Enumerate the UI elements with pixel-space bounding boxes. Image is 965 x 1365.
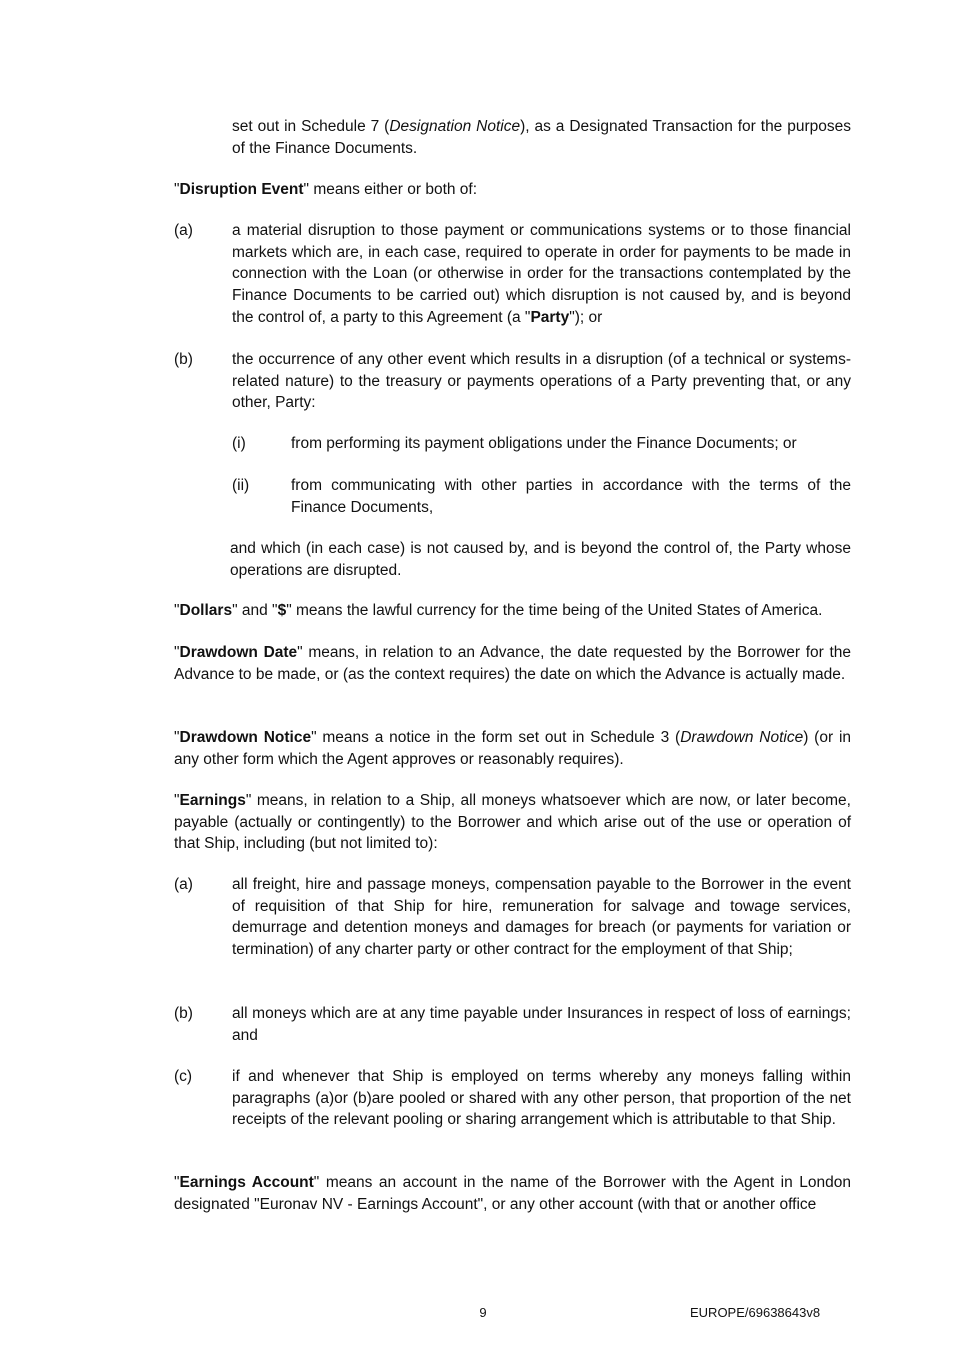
italic-title: Drawdown Notice — [680, 729, 804, 746]
definition-drawdown-notice: "Drawdown Notice" means a notice in the form set out in Schedule 3 (Drawdown Notice) (or in any other form which the Agent approves or reasonably requires). — [174, 729, 852, 768]
document-reference: EUROPE/69638643v8 — [690, 1305, 821, 1320]
definition-earnings: "Earnings" means, in relation to a Ship, all moneys whatsoever which are now, or later become, payable (actually or contingently) to the Borrower and which arise out of the use or operation of that Ship, including (but not limited to): — [174, 792, 851, 853]
list-label: (i) — [232, 435, 246, 452]
earnings-c: if and whenever that Ship is employed on terms whereby any moneys falling within paragraphs (a)or (b)are pooled or shared with any other person, that proportion of the net receipts of the relevant pooling or sharing arrangement which is attributable to that Ship. — [232, 1068, 851, 1129]
italic-title: Designation Notice — [389, 118, 521, 135]
earnings-b: all moneys which are at any time payable under Insurances in respect of loss of earnings; and — [232, 1005, 851, 1044]
list-label: (b) — [174, 1005, 193, 1022]
defined-term: Earnings — [179, 792, 246, 809]
text: ), as a Designated Transaction for the purposes of the Finance Documents. — [232, 118, 851, 157]
list-label: (ii) — [232, 477, 250, 494]
list-label: (a) — [174, 222, 193, 239]
definition-drawdown-date: "Drawdown Date" means, in relation to an Advance, the date requested by the Borrower for the Advance to be made, or (as the context requires) the date on which the Advance is actually made. — [174, 644, 852, 683]
definition-dollars: "Dollars" and "$" means the lawful currency for the time being of the United States of America. — [174, 602, 823, 619]
designated-transaction-continuation — [232, 116, 851, 159]
text: set out in Schedule 7 ( — [232, 118, 390, 135]
disruption-event-b-i: from performing its payment obligations under the Finance Documents; or — [291, 435, 797, 452]
disruption-event-b-ii: from communicating with other parties in accordance with the terms of the Finance Documents, — [291, 477, 851, 516]
defined-term: Drawdown Date — [179, 644, 298, 661]
list-label: (c) — [174, 1068, 193, 1085]
disruption-event-a: a material disruption to those payment or communications systems or to those financial markets which are, in each case, required to operate in order for payments to be made in connection with the Loan (or otherwise in order for the transactions contemplated by the Finance Documents to be carried out) which disruption is not caused by, and is beyond the control of, a party to this Agreement (a "Party"); or — [232, 222, 851, 326]
defined-term: Disruption Event — [179, 181, 304, 198]
defined-term: Drawdown Notice — [179, 729, 312, 746]
earnings-a: all freight, hire and passage moneys, compensation payable to the Borrower in the event of requisition of that Ship for hire, remuneration for salvage and towage services, demurrage and detention moneys and damages for breach (or payments for variation or termination) of any charter party or other contract for the employment of that Ship; — [232, 876, 851, 959]
disruption-event-b: the occurrence of any other event which results in a disruption (of a technical or systems-related nature) to the treasury or payments operations of a Party preventing that, or any other, Party: — [232, 351, 851, 412]
defined-term: $ — [277, 602, 287, 619]
disruption-event-tail: and which (in each case) is not caused by, and is beyond the control of, the Party whose operations are disrupted. — [230, 540, 851, 579]
list-label: (b) — [174, 351, 193, 368]
defined-term: Party — [530, 308, 570, 326]
list-label: (a) — [174, 876, 193, 893]
definition-disruption-event: "Disruption Event" means either or both of: — [174, 181, 478, 198]
defined-term: Earnings Account — [179, 1174, 314, 1191]
definition-earnings-account: "Earnings Account" means an account in the name of the Borrower with the Agent in London designated "Euronav NV - Earnings Account", or any other account (with that or another office — [174, 1174, 851, 1213]
page-number: 9 — [479, 1305, 487, 1320]
defined-term: Dollars — [179, 602, 233, 619]
